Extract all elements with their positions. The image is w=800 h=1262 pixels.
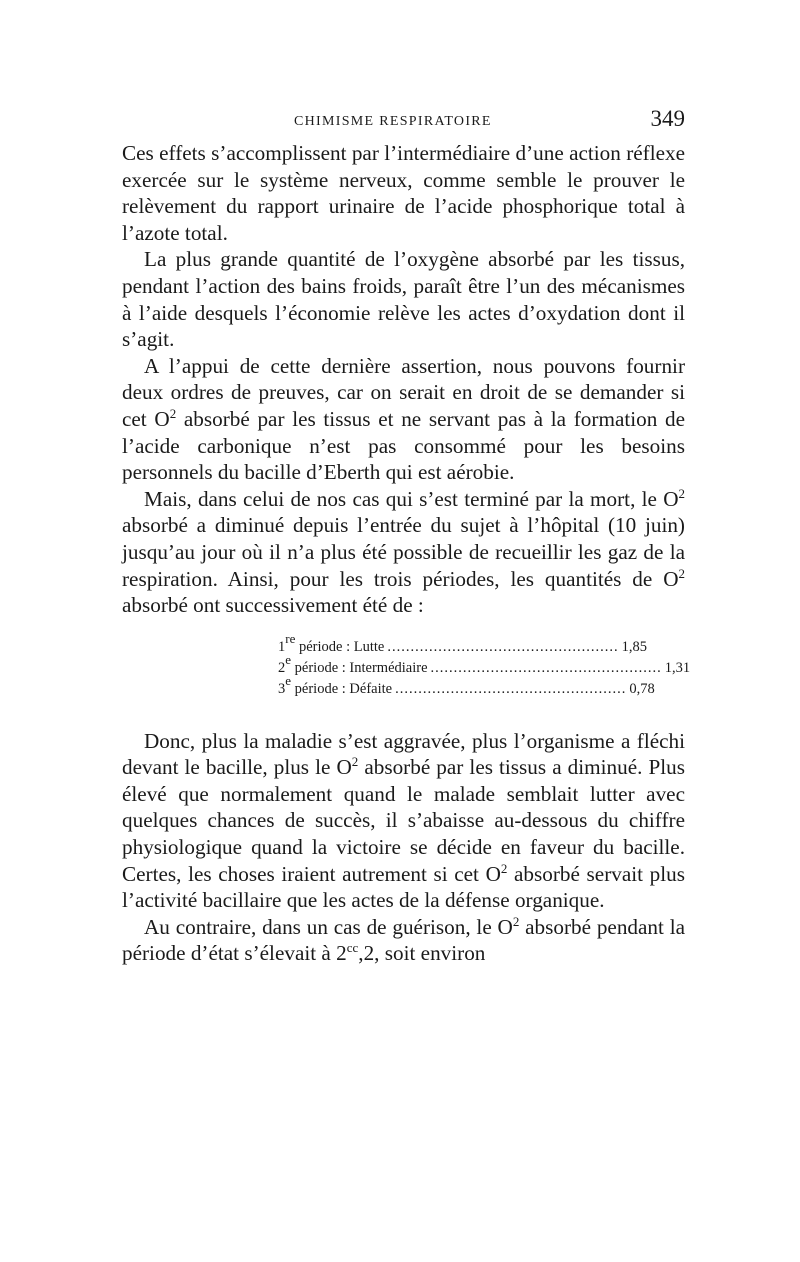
paragraph: Au contraire, dans un cas de guérison, le $O^2$ absorbé pendant la période d’état s’élevait à $2^{cc},2$, soit environ: [122, 913, 685, 966]
superscript: cc: [346, 940, 359, 956]
superscript: 2: [351, 754, 359, 770]
paragraph: Ces effets s’accomplissent par l’intermédiaire d’une action réflexe exercée sur le système nerveux, comme semble le prouver le relèvement du rapport urinaire de l’acide phosphorique total à l’azote total.: [122, 141, 685, 245]
period-label: période : Intermédiaire: [294, 659, 428, 676]
period-label: période : Lutte: [298, 638, 385, 655]
dot-leader: ..................................................: [387, 638, 619, 655]
superscript: 2: [512, 913, 520, 929]
superscript: 2: [678, 485, 685, 501]
superscript: 2: [500, 860, 508, 876]
running-title: CHIMISME RESPIRATOIRE: [294, 114, 492, 129]
book-page: [122, 100, 691, 967]
table-row: 3e période : Défaite .................................................. 0,78: [278, 679, 568, 700]
period-ordinal: 1: [278, 638, 286, 655]
table-row: 2e période : Intermédiaire .................................................. 1,31: [278, 658, 568, 679]
body-text-after-table: [122, 728, 685, 967]
table-row: 1re période : Lutte .................................................. 1,85: [278, 637, 568, 658]
paragraph: Mais, dans celui de nos cas qui s’est terminé par la mort, le $O^2$ absorbé a diminué depuis l’entrée du sujet à l’hôpital (10 juin) jusqu’au jour où il n’a plus été possible de recueillir les gaz de la respiration. Ainsi, pour les trois périodes, les quantités de $O^2$ absorbé ont successivement été de :: [122, 485, 685, 618]
paragraph: A l’appui de cette dernière assertion, nous pouvons fournir deux ordres de preuves, car on serait en droit de se demander si cet $O^2$ absorbé par les tissus et ne servant pas à la formation de l’acide carbonique n’est pas consommé pour les besoins personnels du bacille d’Eberth qui est aérobie.: [122, 353, 685, 485]
period-value: 1,31: [664, 659, 691, 676]
paragraph: Donc, plus la maladie s’est aggravée, plus l’organisme a fléchi devant le bacille, plus le $O^2$ absorbé par les tissus a diminué. Plus élevé que normalement quand le malade semblait lutter avec quelques chances de succès, il s’abaisse au-dessous du chiffre physiologique quand la victoire se décide en faveur du bacille. Certes, les choses iraient autrement si cet $O^2$ absorbé servait plus l’activité bacillaire que les actes de la défense organique.: [122, 728, 685, 913]
period-value: 0,78: [629, 680, 655, 697]
period-ordinal: 3: [278, 680, 286, 697]
period-value: 1,85: [621, 638, 647, 655]
running-header: [122, 100, 685, 140]
superscript: 2: [678, 565, 685, 581]
period-label: période : Défaite: [294, 680, 393, 697]
body-text-before-table: [122, 140, 685, 619]
superscript: 2: [169, 405, 177, 421]
dot-leader: ..................................................: [430, 659, 662, 676]
dot-leader: ..................................................: [395, 680, 627, 697]
period-table: [122, 630, 691, 700]
page-number: 349: [650, 106, 685, 131]
period-ordinal: 2: [278, 659, 286, 676]
paragraph: La plus grande quantité de l’oxygène absorbé par les tissus, pendant l’action des bains froids, paraît être l’un des mécanismes à l’aide desquels l’économie relève les actes d’oxydation dont il s’agit.: [122, 247, 685, 352]
